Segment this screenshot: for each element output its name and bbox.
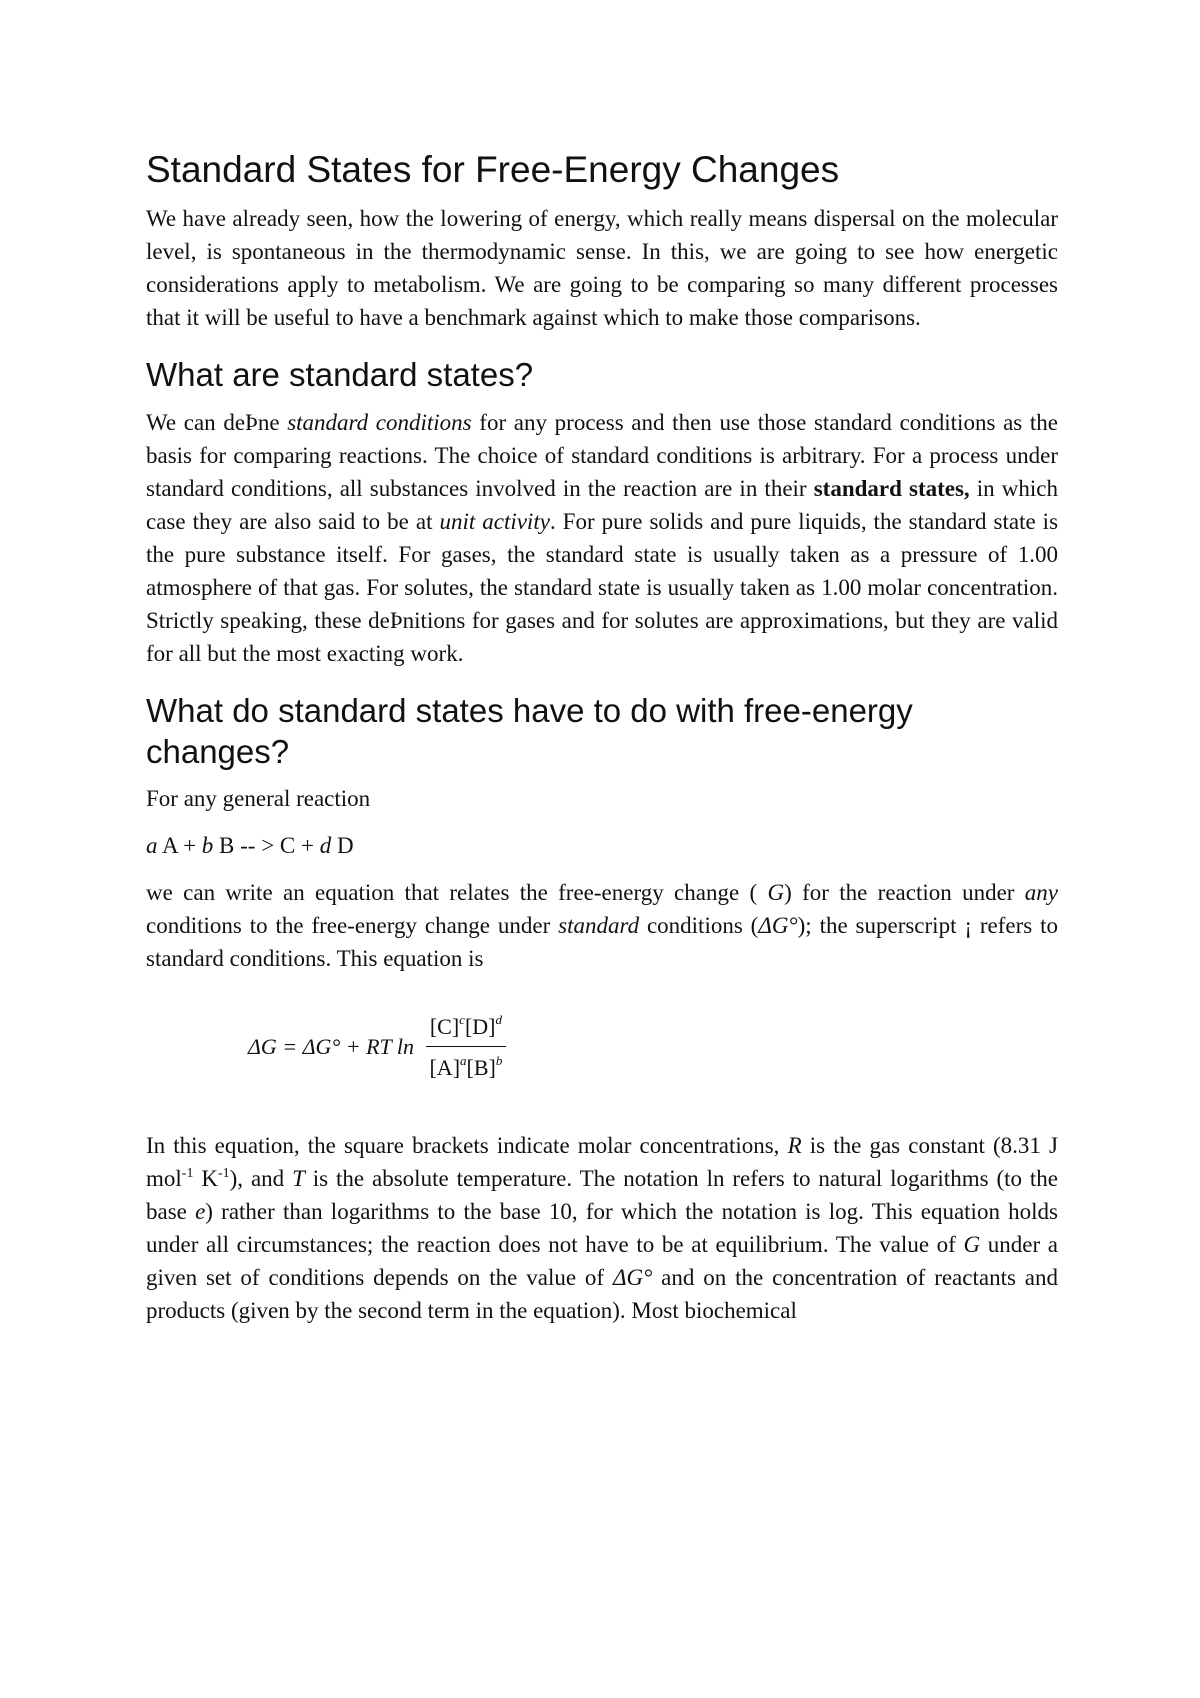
- symbol-g: G: [767, 880, 785, 906]
- text-run: is the gas constant (8.31 J mol: [146, 1133, 1059, 1192]
- conc-c: [C]: [429, 1013, 460, 1039]
- text-run: ) rather than logarithms to the base 10, for which the notation is log. This equation holds under all circumstances; the reaction does not have to be at equilibrium. The value of: [146, 1199, 1058, 1258]
- intro-paragraph: We have already seen, how the lowering of energy, which really means dispersal on the molecular level, is spontaneous in the thermodynamic sense. In this, we are going to see how energetic considerations apply to metabolism. We are going to be comparing so many different processes that it will be useful to have a benchmark against which to make those comparisons.: [146, 206, 1058, 331]
- exp-a: a: [460, 1052, 467, 1068]
- text-run: In this equation, the square brackets indicate molar concentrations,: [146, 1133, 788, 1159]
- text-run: for any process and then use those standard conditions as the basis for comparing reactions. The choice of standard conditions is arbitrary. For a process under standard conditions, all substances involved in the reaction are in their: [146, 409, 1058, 501]
- free-energy-equation: [146, 999, 1058, 1095]
- symbol-r: R: [787, 1133, 802, 1159]
- text-run: D: [331, 833, 354, 859]
- emphasis-standard: standard: [558, 913, 640, 939]
- symbol-e: e: [195, 1199, 206, 1225]
- emphasis-any: any: [1024, 880, 1058, 906]
- standard-states-paragraph: [146, 406, 1058, 670]
- text-run: ) for the reaction under: [784, 880, 1025, 906]
- document-page: [146, 140, 1058, 1341]
- symbol-t: T: [292, 1166, 305, 1192]
- text-run: under a given set of conditions depends on the value of: [146, 1232, 1059, 1291]
- symbol-delta-g-standard: ΔG°: [612, 1265, 653, 1291]
- exponent: -1: [217, 1166, 230, 1182]
- equation-numerator: [426, 1011, 506, 1047]
- conc-a: [A]: [429, 1054, 461, 1080]
- symbol-delta-g-standard: ΔG°: [758, 913, 798, 939]
- text-run: . For pure solids and pure liquids, the standard state is the pure substance itself. For gases, the standard state is usually taken as a pressure of 1.00 atmosphere of that gas. For solutes, the standard state is usually taken as 1.00 molar concentration. Strictly speaking, these deÞnitions for gases and for solutes are approximations, but they are valid for all but the most exacting work.: [146, 508, 1059, 666]
- text-run: We can deÞne: [146, 409, 288, 435]
- exp-d: d: [495, 1011, 502, 1027]
- reaction-line: [146, 829, 1058, 862]
- exp-b: b: [495, 1052, 503, 1068]
- emphasis-unit-activity: unit activity: [439, 508, 550, 534]
- conc-d: [D]: [464, 1013, 496, 1039]
- coef-a: a: [146, 833, 158, 859]
- general-reaction-label: For any general reaction: [146, 786, 371, 812]
- text-run: is the absolute temperature. The notation ln refers to natural logarithms (to the base: [146, 1166, 1058, 1225]
- text-run: and on the concentration of reactants and products (given by the second term in the equation). Most biochemical: [146, 1265, 1059, 1324]
- coef-d: d: [319, 833, 332, 859]
- text-run: B -- > C +: [213, 833, 320, 859]
- bold-standard-states: standard states,: [813, 475, 970, 501]
- text-run: we can write an equation that relates the free-energy change (: [146, 880, 768, 906]
- equation-denominator: [425, 1047, 506, 1081]
- equation-explanation-paragraph: [146, 1129, 1058, 1327]
- text-run: ), and: [229, 1166, 293, 1192]
- equation-fraction: [425, 1011, 506, 1081]
- symbol-g: G: [963, 1232, 981, 1258]
- section-heading-free-energy: What do standard states have to do with free-energy changes?: [146, 691, 913, 770]
- exp-c: c: [459, 1011, 465, 1027]
- text-run: A +: [157, 833, 202, 859]
- text-run: in which case they are also said to be at: [146, 475, 1059, 534]
- coef-b: b: [201, 833, 214, 859]
- conc-b: [B]: [466, 1054, 496, 1080]
- equation-intro-paragraph: [146, 876, 1058, 975]
- text-run: conditions (: [639, 913, 759, 939]
- section-heading-standard-states: What are standard states?: [146, 356, 534, 394]
- emphasis-standard-conditions: standard conditions: [287, 409, 472, 435]
- page-title: Standard States for Free-Energy Changes: [146, 149, 840, 190]
- equation-lhs: ΔG = ΔG° + RT ln: [248, 1034, 420, 1060]
- text-run: conditions to the free-energy change under: [146, 913, 559, 939]
- text-run: K: [193, 1166, 218, 1192]
- text-run: ); the superscript ¡ refers to standard conditions. This equation is: [146, 913, 1058, 972]
- exponent: -1: [181, 1166, 194, 1182]
